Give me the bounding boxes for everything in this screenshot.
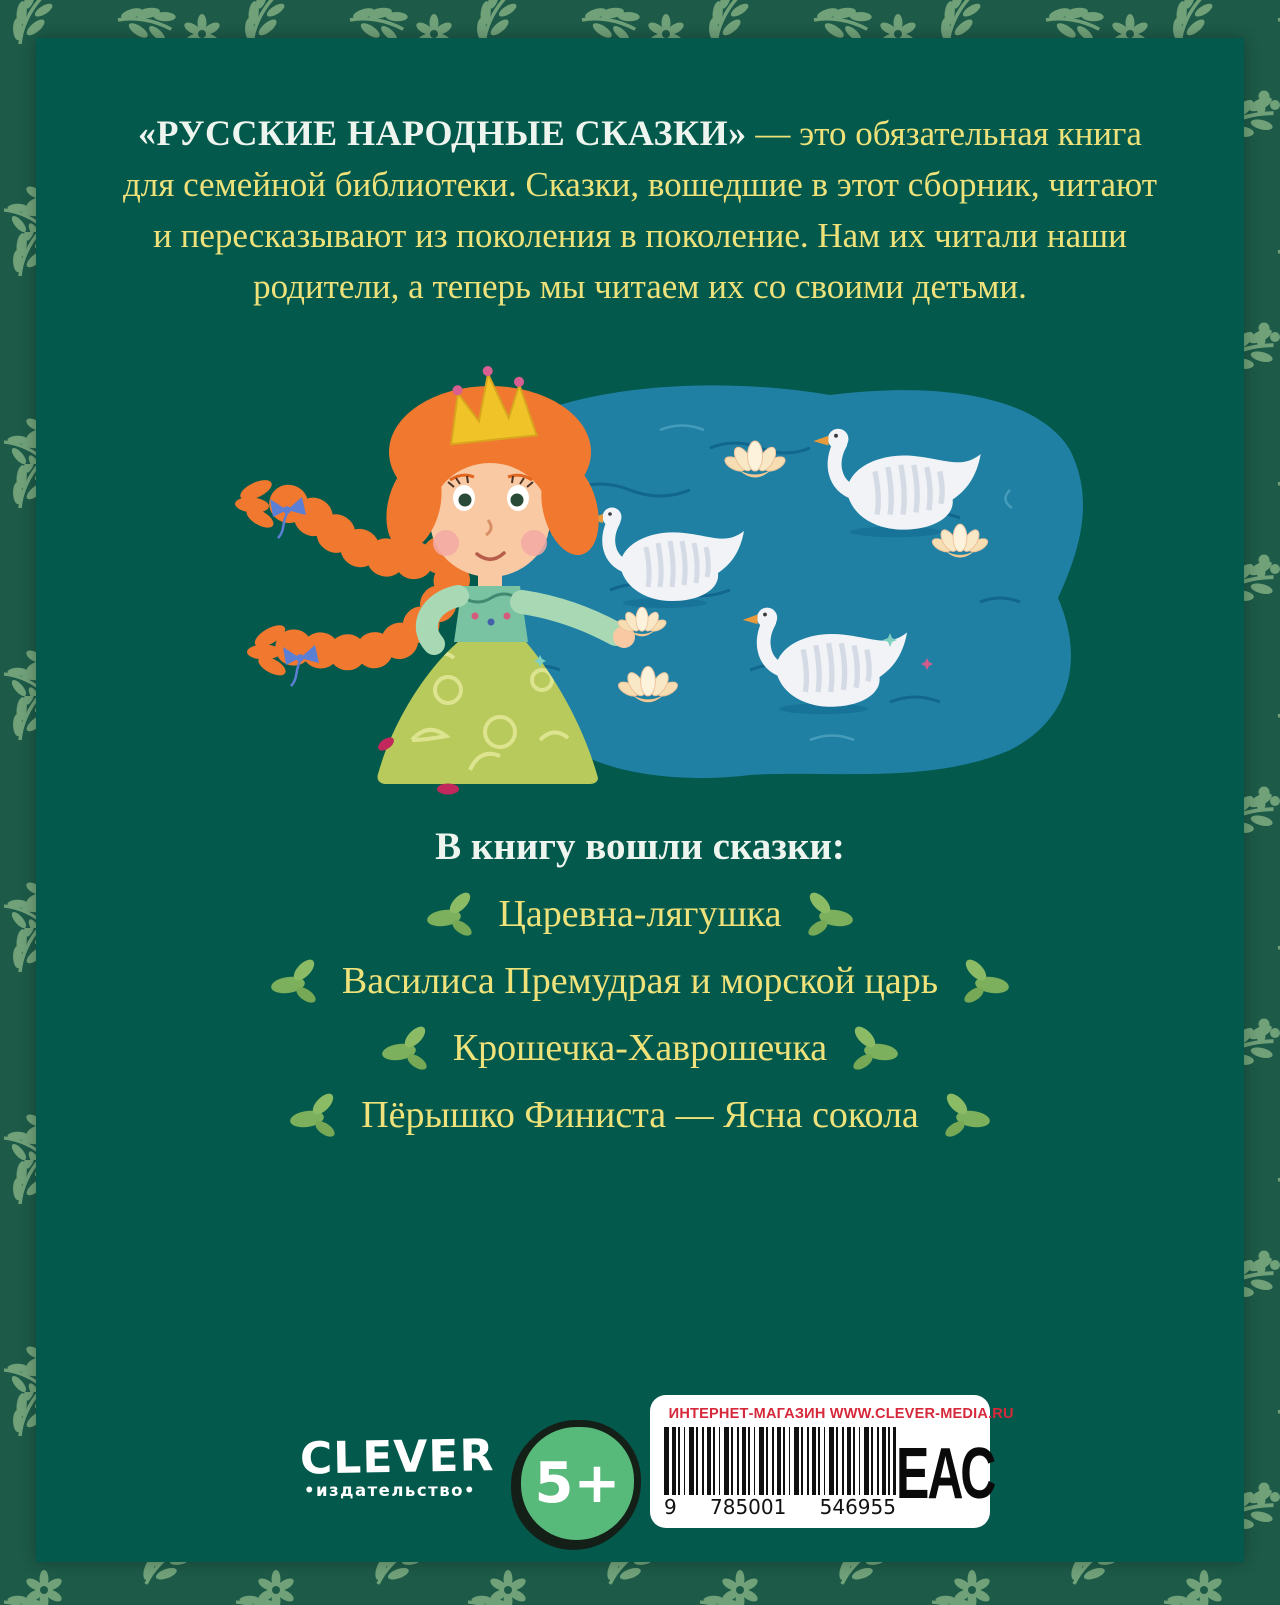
barcode-digit-lead: 9	[664, 1495, 677, 1519]
online-shop-line: ИНТЕРНЕТ-МАГАЗИН WWW.CLEVER-MEDIA.RU	[668, 1405, 1014, 1422]
toc-item	[36, 1025, 1244, 1071]
blurb-line-2: для семейной библиотеки. Сказки, вошедшие в этот сборник, читают	[122, 165, 1158, 204]
leaf-ornament-icon	[268, 958, 324, 1004]
toc-item-label: Пёрышко Финиста — Ясна сокола	[361, 1094, 919, 1136]
age-badge	[514, 1420, 641, 1547]
age-badge-label: 5+	[534, 1451, 621, 1516]
cover-panel	[36, 38, 1244, 1562]
book-title: «РУССКИЕ НАРОДНЫЕ СКАЗКИ»	[138, 113, 747, 153]
publisher-logo	[299, 1430, 495, 1500]
toc-item	[36, 891, 1244, 937]
barcode-label	[650, 1395, 1014, 1528]
leaf-ornament-icon	[937, 1092, 993, 1138]
barcode-icon	[664, 1427, 896, 1495]
toc-item-label: Царевна-лягушка	[498, 893, 782, 935]
toc-item	[36, 1092, 1244, 1138]
publisher-name: CLEVER	[299, 1430, 495, 1485]
leaf-ornament-icon	[424, 891, 480, 937]
toc-item	[36, 958, 1244, 1004]
leaf-ornament-icon	[956, 958, 1012, 1004]
blurb-line-1	[36, 108, 1244, 159]
leaf-ornament-icon	[845, 1025, 901, 1071]
barcode-digit-group: 546955	[819, 1495, 896, 1519]
toc-heading: В книгу вошли сказки:	[435, 825, 845, 868]
barcode-digit-group: 785001	[710, 1495, 787, 1519]
blurb-line-1-rest: — это обязательная книга	[746, 114, 1142, 153]
publisher-subtitle: •издательство•	[303, 1481, 477, 1500]
barcode-digits	[664, 1496, 896, 1518]
toc-section	[36, 824, 1244, 1138]
blurb-paragraph	[36, 108, 1244, 312]
leaf-ornament-icon	[379, 1025, 435, 1071]
blurb-line-4: родители, а теперь мы читаем их со своими детьми.	[253, 267, 1027, 306]
toc-item-label: Крошечка-Хаврошечка	[452, 1027, 828, 1069]
leaf-ornament-icon	[287, 1092, 343, 1138]
leaf-ornament-icon	[800, 891, 856, 937]
blurb-line-3: и пересказывают из поколения в поколение. Нам их читали наши	[153, 216, 1127, 255]
eac-mark: ЕАС	[896, 1431, 995, 1514]
toc-item-label: Василиса Премудрая и морской царь	[341, 960, 939, 1002]
princess-and-swans-illustration	[190, 340, 1090, 810]
